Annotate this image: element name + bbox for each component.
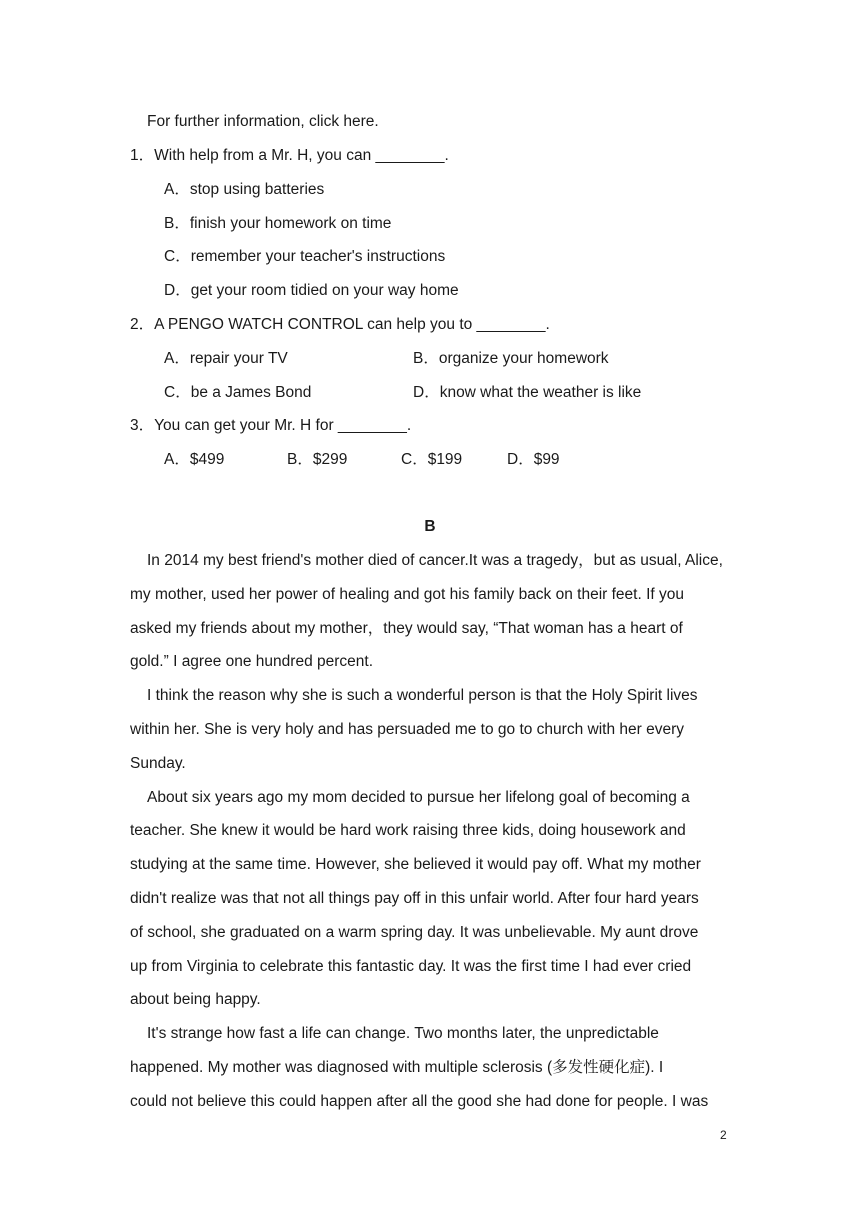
question-1-option-a: A．stop using batteries <box>164 181 325 198</box>
question-3-option-a: A．$499 <box>164 451 225 468</box>
passage-line: Sunday. <box>130 755 186 772</box>
passage-line: happened. My mother was diagnosed with multiple sclerosis (多发性硬化症). I <box>130 1059 664 1076</box>
passage-line: About six years ago my mom decided to pursue her lifelong goal of becoming a <box>147 789 690 806</box>
passage-line: It's strange how fast a life can change. Two months later, the unpredictable <box>147 1025 659 1042</box>
passage-line: gold.” I agree one hundred percent. <box>130 653 374 670</box>
question-2-stem: 2．A PENGO WATCH CONTROL can help you to ________. <box>130 316 550 333</box>
question-3-stem: 3．You can get your Mr. H for ________. <box>130 417 412 434</box>
question-3-option-c: C．$199 <box>401 451 463 468</box>
passage-line: didn't realize was that not all things pay off in this unfair world. After four hard years <box>130 890 699 907</box>
question-2-option-a: A．repair your TV <box>164 350 288 367</box>
question-3-option-d: D．$99 <box>507 451 560 468</box>
question-2-option-d: D．know what the weather is like <box>413 384 642 401</box>
passage-line: studying at the same time. However, she believed it would pay off. What my mother <box>130 856 701 873</box>
question-1-option-d: D．get your room tidied on your way home <box>164 282 459 299</box>
question-1-option-c: C．remember your teacher's instructions <box>164 248 446 265</box>
question-1-stem: 1．With help from a Mr. H, you can ________. <box>130 147 449 164</box>
passage-line: teacher. She knew it would be hard work raising three kids, doing housework and <box>130 822 686 839</box>
page-number: 2 <box>720 1128 727 1142</box>
passage-line: I think the reason why she is such a wonderful person is that the Holy Spirit lives <box>147 687 698 704</box>
passage-line: asked my friends about my mother，they would say, “That woman has a heart of <box>130 620 683 637</box>
passage-line: my mother, used her power of healing and got his family back on their feet. If you <box>130 586 684 603</box>
passage-line: of school, she graduated on a warm spring day. It was unbelievable. My aunt drove <box>130 924 699 941</box>
passage-line: up from Virginia to celebrate this fantastic day. It was the first time I had ever cried <box>130 958 692 975</box>
question-2-option-b: B．organize your homework <box>413 350 609 367</box>
passage-line: about being happy. <box>130 991 261 1008</box>
question-2-option-c: C．be a James Bond <box>164 384 312 401</box>
section-b-heading: B <box>424 518 436 535</box>
passage-line: within her. She is very holy and has persuaded me to go to church with her every <box>130 721 684 738</box>
passage-line: In 2014 my best friend's mother died of cancer.It was a tragedy，but as usual, Alice, <box>147 552 723 569</box>
passage-line: could not believe this could happen after all the good she had done for people. I was <box>130 1093 709 1110</box>
question-3-option-b: B．$299 <box>287 451 348 468</box>
question-1-option-b: B．finish your homework on time <box>164 215 392 232</box>
intro-line: For further information, click here. <box>147 113 379 130</box>
